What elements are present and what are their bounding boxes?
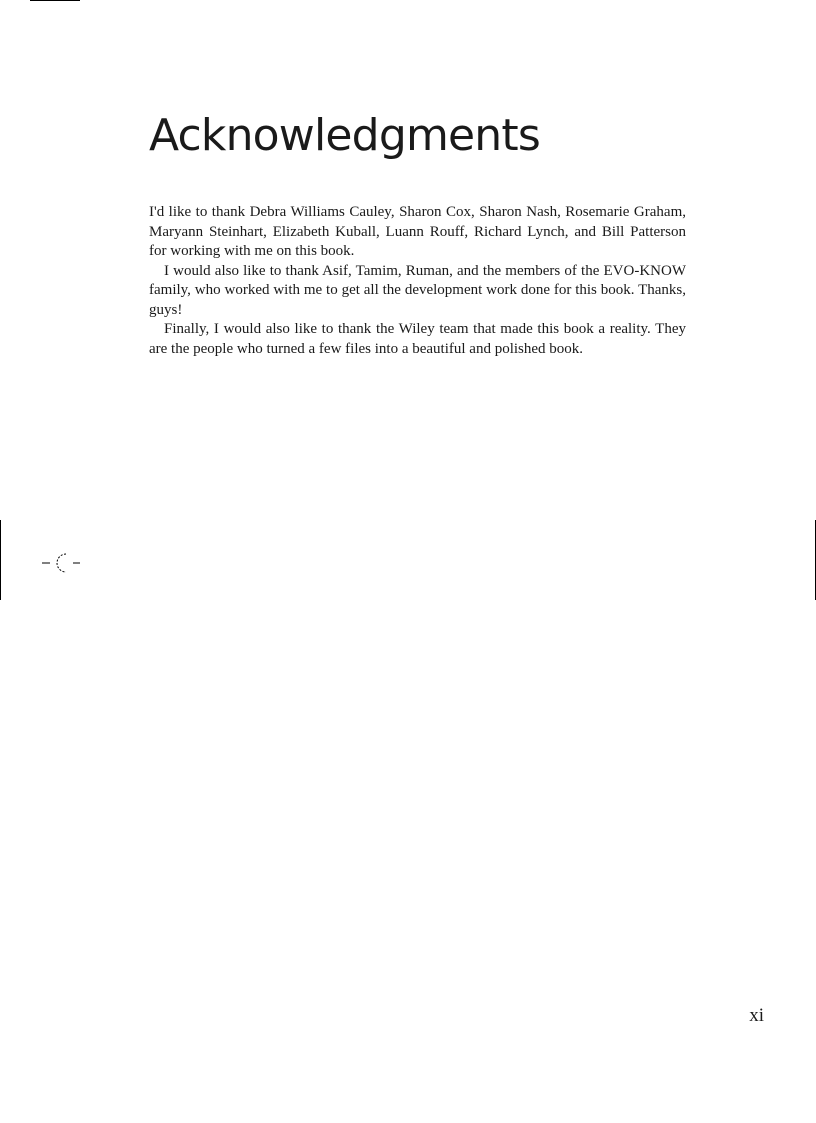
paragraph-2: I would also like to thank Asif, Tamim, Ruman, and the members of the EVO-KNOW family, who worked with me to get all the development work done for this book. Thanks, guys! [149,262,686,318]
registration-mark-icon [42,551,82,575]
page-number: xi [749,1005,764,1026]
paragraph-3: Finally, I would also like to thank the Wiley team that made this book a reality. They are the people who turned a few files into a beautiful and polished book. [149,321,686,357]
acknowledgments-body [149,203,686,359]
paragraph-1: I'd like to thank Debra Williams Cauley, Sharon Cox, Sharon Nash, Rosemarie Graham, Maryann Steinhart, Elizabeth Kuball, Luann Rouff, Richard Lynch, and Bill Patterson for working with me on this book. [149,204,686,259]
crop-mark-top [30,0,80,1]
crop-mark-left [0,520,1,600]
page-title: Acknowledgments [149,110,540,161]
